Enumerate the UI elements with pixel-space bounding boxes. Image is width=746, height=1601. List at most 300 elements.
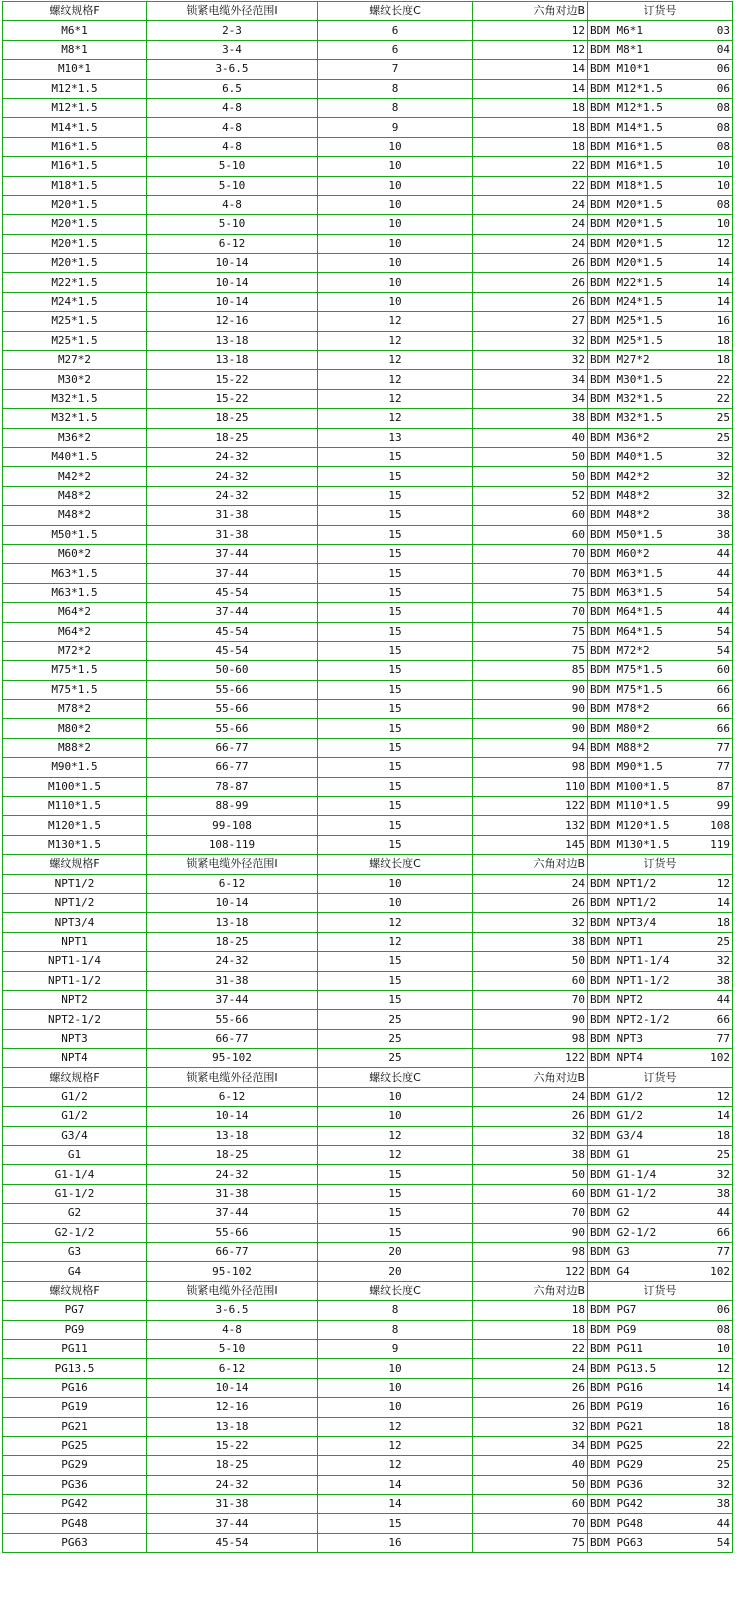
order-model: BDM M16*1.5 [590,139,663,153]
table-row [3,913,733,932]
order-number-cell [588,1359,733,1378]
order-size-code: 18 [716,1419,730,1433]
order-size-code: 54 [716,1536,730,1550]
order-number-cell [588,1107,733,1126]
thread-spec-cell: G1-1/2 [3,1184,147,1203]
hex-size-cell: 32 [473,1417,588,1436]
column-header: 螺纹长度C [318,1281,473,1300]
order-number-cell [588,1029,733,1048]
order-model: BDM PG7 [590,1303,637,1317]
order-size-code: 10 [716,159,730,173]
order-size-code: 44 [716,605,730,619]
table-row [3,447,733,466]
thread-spec-cell: M130*1.5 [3,835,147,854]
table-row [3,389,733,408]
order-model: BDM NPT3 [590,1031,643,1045]
hex-size-cell: 34 [473,370,588,389]
thread-length-cell: 12 [318,1456,473,1475]
column-header: 订货号 [588,2,733,21]
order-number-cell [588,1262,733,1281]
table-row [3,506,733,525]
table-row [3,176,733,195]
thread-spec-cell: M10*1 [3,60,147,79]
order-model: BDM PG63 [590,1536,643,1550]
hex-size-cell: 122 [473,797,588,816]
order-size-code: 16 [716,1400,730,1414]
order-size-code: 44 [716,993,730,1007]
thread-length-cell: 15 [318,990,473,1009]
order-size-code: 32 [716,450,730,464]
table-row [3,409,733,428]
hex-size-cell: 32 [473,913,588,932]
order-size-code: 66 [716,682,730,696]
order-number-cell [588,874,733,893]
cable-range-cell: 6-12 [147,234,318,253]
thread-spec-cell: M78*2 [3,700,147,719]
hex-size-cell: 110 [473,777,588,796]
column-header: 六角对边B [473,855,588,874]
thread-spec-cell: M36*2 [3,428,147,447]
order-size-code: 66 [716,721,730,735]
thread-spec-cell: M75*1.5 [3,680,147,699]
cable-range-cell: 31-38 [147,525,318,544]
thread-length-cell: 15 [318,1204,473,1223]
order-model: BDM G1/2 [590,1090,643,1104]
thread-length-cell: 12 [318,312,473,331]
order-number-cell [588,564,733,583]
table-row [3,21,733,40]
cable-range-cell: 10-14 [147,254,318,273]
hex-size-cell: 12 [473,40,588,59]
cable-range-cell: 37-44 [147,564,318,583]
order-model: BDM NPT1 [590,934,643,948]
thread-spec-cell: NPT3 [3,1029,147,1048]
table-row [3,603,733,622]
hex-size-cell: 98 [473,1029,588,1048]
thread-length-cell: 10 [318,874,473,893]
hex-size-cell: 24 [473,234,588,253]
column-header: 六角对边B [473,1281,588,1300]
order-number-cell [588,254,733,273]
hex-size-cell: 75 [473,1533,588,1552]
order-size-code: 12 [716,1361,730,1375]
hex-size-cell: 34 [473,1436,588,1455]
thread-length-cell: 6 [318,21,473,40]
order-model: BDM PG16 [590,1380,643,1394]
table-row [3,738,733,757]
table-row [3,486,733,505]
thread-length-cell: 13 [318,428,473,447]
table-row [3,932,733,951]
order-size-code: 108 [710,818,730,832]
table-row [3,370,733,389]
thread-length-cell: 15 [318,758,473,777]
thread-length-cell: 15 [318,525,473,544]
table-row [3,990,733,1009]
thread-spec-cell: PG16 [3,1378,147,1397]
thread-length-cell: 10 [318,234,473,253]
thread-spec-cell: PG42 [3,1495,147,1514]
thread-length-cell: 15 [318,1223,473,1242]
cable-range-cell: 6.5 [147,79,318,98]
order-number-cell [588,1049,733,1068]
order-size-code: 08 [716,120,730,134]
order-number-cell [588,1146,733,1165]
order-number-cell [588,777,733,796]
order-model: BDM NPT2 [590,993,643,1007]
table-row [3,467,733,486]
hex-size-cell: 94 [473,738,588,757]
order-model: BDM M48*2 [590,488,650,502]
order-model: BDM M42*2 [590,469,650,483]
order-model: BDM NPT2-1/2 [590,1012,670,1026]
cable-range-cell: 95-102 [147,1262,318,1281]
order-number-cell [588,312,733,331]
order-model: BDM G1 [590,1148,630,1162]
thread-spec-cell: M6*1 [3,21,147,40]
thread-spec-cell: M32*1.5 [3,389,147,408]
cable-range-cell: 31-38 [147,1495,318,1514]
order-size-code: 38 [716,1187,730,1201]
cable-range-cell: 55-66 [147,680,318,699]
thread-length-cell: 15 [318,719,473,738]
cable-range-cell: 55-66 [147,1010,318,1029]
order-model: BDM M20*1.5 [590,256,663,270]
cable-range-cell: 66-77 [147,758,318,777]
thread-length-cell: 15 [318,700,473,719]
order-number-cell [588,234,733,253]
thread-spec-cell: G1-1/4 [3,1165,147,1184]
order-number-cell [588,990,733,1009]
order-number-cell [588,273,733,292]
column-header: 锁紧电缆外径范围I [147,855,318,874]
thread-spec-cell: NPT3/4 [3,913,147,932]
column-header: 螺纹规格F [3,2,147,21]
order-model: BDM M80*2 [590,721,650,735]
thread-length-cell: 10 [318,176,473,195]
order-number-cell [588,331,733,350]
cable-range-cell: 2-3 [147,21,318,40]
hex-size-cell: 50 [473,467,588,486]
order-number-cell [588,758,733,777]
order-model: BDM G3/4 [590,1128,643,1142]
order-model: BDM NPT1-1/4 [590,954,670,968]
thread-spec-cell: M63*1.5 [3,564,147,583]
table-row [3,1514,733,1533]
column-header: 订货号 [588,1281,733,1300]
thread-length-cell: 9 [318,118,473,137]
order-number-cell [588,79,733,98]
hex-size-cell: 132 [473,816,588,835]
thread-length-cell: 8 [318,1301,473,1320]
hex-size-cell: 90 [473,680,588,699]
order-size-code: 99 [716,799,730,813]
cable-range-cell: 55-66 [147,1223,318,1242]
order-number-cell [588,719,733,738]
cable-range-cell: 31-38 [147,971,318,990]
hex-size-cell: 26 [473,1398,588,1417]
cable-range-cell: 24-32 [147,467,318,486]
order-number-cell [588,1378,733,1397]
order-number-cell [588,661,733,680]
hex-size-cell: 22 [473,1339,588,1358]
order-model: BDM M22*1.5 [590,275,663,289]
thread-length-cell: 15 [318,641,473,660]
order-size-code: 22 [716,1439,730,1453]
cable-range-cell: 4-8 [147,98,318,117]
thread-length-cell: 15 [318,1514,473,1533]
table-row [3,700,733,719]
order-size-code: 10 [716,178,730,192]
table-row [3,312,733,331]
hex-size-cell: 60 [473,525,588,544]
order-number-cell [588,195,733,214]
order-model: BDM M20*1.5 [590,198,663,212]
table-row [3,835,733,854]
cable-range-cell: 12-16 [147,1398,318,1417]
table-row [3,1378,733,1397]
table-row [3,1184,733,1203]
thread-spec-cell: PG48 [3,1514,147,1533]
order-size-code: 38 [716,973,730,987]
thread-length-cell: 15 [318,797,473,816]
table-row [3,622,733,641]
order-number-cell [588,40,733,59]
order-number-cell [588,971,733,990]
thread-length-cell: 15 [318,680,473,699]
cable-range-cell: 15-22 [147,389,318,408]
order-model: BDM M130*1.5 [590,837,670,851]
order-model: BDM PG21 [590,1419,643,1433]
hex-size-cell: 26 [473,1107,588,1126]
thread-spec-cell: M50*1.5 [3,525,147,544]
order-number-cell [588,486,733,505]
order-size-code: 66 [716,1225,730,1239]
order-model: BDM M78*2 [590,702,650,716]
thread-spec-cell: M12*1.5 [3,98,147,117]
order-number-cell [588,913,733,932]
table-row [3,641,733,660]
order-size-code: 08 [716,198,730,212]
thread-spec-cell: M90*1.5 [3,758,147,777]
thread-length-cell: 15 [318,564,473,583]
thread-length-cell: 15 [318,952,473,971]
table-row [3,79,733,98]
table-row [3,758,733,777]
order-size-code: 32 [716,954,730,968]
order-model: BDM M8*1 [590,42,643,56]
order-number-cell [588,137,733,156]
order-model: BDM M90*1.5 [590,760,663,774]
hex-size-cell: 32 [473,1126,588,1145]
order-number-cell [588,506,733,525]
thread-length-cell: 10 [318,1378,473,1397]
thread-length-cell: 9 [318,1339,473,1358]
hex-size-cell: 98 [473,1243,588,1262]
hex-size-cell: 18 [473,137,588,156]
thread-length-cell: 12 [318,370,473,389]
order-size-code: 102 [710,1051,730,1065]
order-number-cell [588,1436,733,1455]
cable-range-cell: 50-60 [147,661,318,680]
cable-range-cell: 88-99 [147,797,318,816]
hex-size-cell: 70 [473,544,588,563]
order-size-code: 44 [716,1206,730,1220]
section-header-row [3,2,733,21]
order-model: BDM G1/2 [590,1109,643,1123]
thread-spec-cell: PG19 [3,1398,147,1417]
order-size-code: 25 [716,934,730,948]
order-size-code: 14 [716,1380,730,1394]
order-number-cell [588,583,733,602]
order-model: BDM M12*1.5 [590,81,663,95]
column-header: 螺纹长度C [318,855,473,874]
cable-range-cell: 45-54 [147,1533,318,1552]
cable-range-cell: 3-4 [147,40,318,59]
cable-range-cell: 24-32 [147,952,318,971]
table-row [3,952,733,971]
order-size-code: 14 [716,1109,730,1123]
hex-size-cell: 22 [473,176,588,195]
thread-length-cell: 8 [318,1320,473,1339]
order-model: BDM M10*1 [590,62,650,76]
thread-spec-cell: M42*2 [3,467,147,486]
thread-length-cell: 20 [318,1262,473,1281]
thread-spec-cell: M14*1.5 [3,118,147,137]
table-row [3,874,733,893]
table-row [3,1223,733,1242]
hex-size-cell: 60 [473,1495,588,1514]
hex-size-cell: 32 [473,351,588,370]
table-row [3,797,733,816]
order-number-cell [588,835,733,854]
order-model: BDM M48*2 [590,508,650,522]
table-row [3,292,733,311]
order-size-code: 12 [716,1090,730,1104]
order-number-cell [588,641,733,660]
order-model: BDM M88*2 [590,741,650,755]
thread-length-cell: 10 [318,1107,473,1126]
thread-spec-cell: M25*1.5 [3,331,147,350]
hex-size-cell: 70 [473,1514,588,1533]
order-model: BDM PG13.5 [590,1361,657,1375]
order-size-code: 03 [716,23,730,37]
table-row [3,60,733,79]
thread-length-cell: 15 [318,1184,473,1203]
order-number-cell [588,603,733,622]
order-size-code: 32 [716,1167,730,1181]
thread-length-cell: 15 [318,447,473,466]
thread-length-cell: 10 [318,273,473,292]
order-size-code: 18 [716,915,730,929]
thread-length-cell: 15 [318,777,473,796]
order-size-code: 10 [716,1342,730,1356]
order-model: BDM M40*1.5 [590,450,663,464]
hex-size-cell: 18 [473,1320,588,1339]
cable-range-cell: 24-32 [147,1475,318,1494]
cable-range-cell: 37-44 [147,1204,318,1223]
hex-size-cell: 18 [473,98,588,117]
thread-length-cell: 10 [318,1359,473,1378]
table-row [3,1339,733,1358]
order-number-cell [588,1087,733,1106]
cable-range-cell: 10-14 [147,1378,318,1397]
order-model: BDM M25*1.5 [590,333,663,347]
thread-spec-cell: M8*1 [3,40,147,59]
thread-spec-cell: M40*1.5 [3,447,147,466]
hex-size-cell: 50 [473,1165,588,1184]
cable-range-cell: 4-8 [147,195,318,214]
thread-spec-cell: NPT2-1/2 [3,1010,147,1029]
thread-length-cell: 8 [318,79,473,98]
cable-range-cell: 10-14 [147,273,318,292]
cable-range-cell: 6-12 [147,1087,318,1106]
table-row [3,40,733,59]
thread-length-cell: 15 [318,603,473,622]
table-row [3,215,733,234]
table-row [3,971,733,990]
order-size-code: 06 [716,62,730,76]
hex-size-cell: 90 [473,1010,588,1029]
order-model: BDM M75*1.5 [590,682,663,696]
order-model: BDM NPT1-1/2 [590,973,670,987]
thread-length-cell: 15 [318,835,473,854]
cable-range-cell: 5-10 [147,215,318,234]
thread-length-cell: 15 [318,661,473,680]
thread-spec-cell: M75*1.5 [3,661,147,680]
cable-range-cell: 10-14 [147,292,318,311]
thread-length-cell: 25 [318,1029,473,1048]
cable-range-cell: 18-25 [147,1456,318,1475]
order-size-code: 60 [716,663,730,677]
thread-length-cell: 7 [318,60,473,79]
thread-spec-cell: G3 [3,1243,147,1262]
hex-size-cell: 60 [473,506,588,525]
order-number-cell [588,1204,733,1223]
hex-size-cell: 75 [473,583,588,602]
order-number-cell [588,176,733,195]
order-number-cell [588,893,733,912]
order-model: BDM M6*1 [590,23,643,37]
cable-range-cell: 108-119 [147,835,318,854]
order-size-code: 66 [716,702,730,716]
thread-spec-cell: M63*1.5 [3,583,147,602]
hex-size-cell: 50 [473,1475,588,1494]
thread-spec-cell: NPT4 [3,1049,147,1068]
hex-size-cell: 40 [473,1456,588,1475]
order-size-code: 18 [716,1128,730,1142]
cable-range-cell: 13-18 [147,1417,318,1436]
order-number-cell [588,1533,733,1552]
order-size-code: 18 [716,333,730,347]
order-size-code: 77 [716,1245,730,1259]
order-size-code: 22 [716,372,730,386]
thread-spec-cell: G3/4 [3,1126,147,1145]
hex-size-cell: 85 [473,661,588,680]
cable-range-cell: 4-8 [147,137,318,156]
hex-size-cell: 26 [473,254,588,273]
table-row [3,1243,733,1262]
thread-spec-cell: NPT1 [3,932,147,951]
order-size-code: 04 [716,42,730,56]
order-model: BDM M64*1.5 [590,605,663,619]
order-model: BDM G2-1/2 [590,1225,657,1239]
cable-range-cell: 45-54 [147,583,318,602]
order-model: BDM G2 [590,1206,630,1220]
thread-spec-cell: PG21 [3,1417,147,1436]
cable-range-cell: 4-8 [147,118,318,137]
order-size-code: 38 [716,1497,730,1511]
